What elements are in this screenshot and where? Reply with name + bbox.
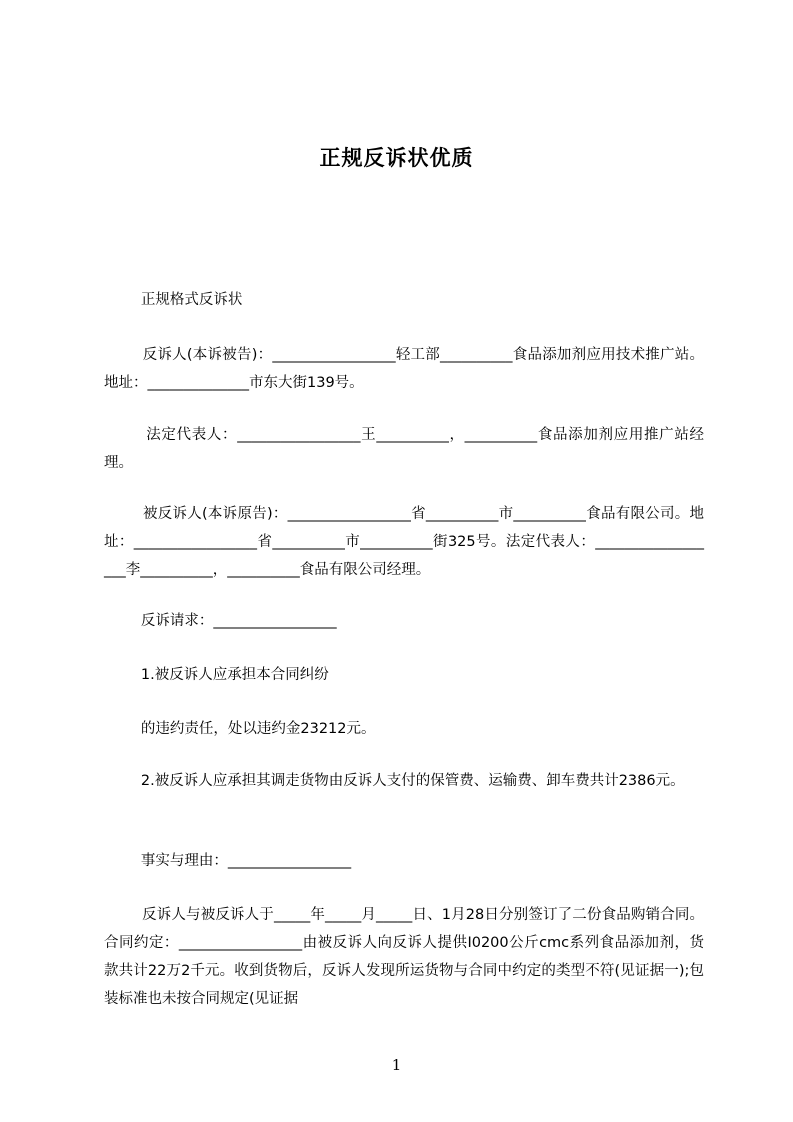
claim-item-2: 2.被反诉人应承担其调走货物由反诉人支付的保管费、运输费、卸车费共计2386元。 — [104, 773, 685, 789]
claim-item-1-continued: 的违约责任，处以违约金23212元。 — [104, 721, 376, 737]
claim-item-1: 1.被反诉人应承担本合同纠纷 — [104, 667, 329, 683]
respondent-paragraph: 被反诉人(本诉原告)：_________________省__________市__________食品有限公司。地址：_________________省__________市__________街325号。法定代表人：__________________李__________，__________食品有限公司经理。 — [104, 506, 705, 578]
page-number: 1 — [391, 1056, 402, 1074]
facts-paragraph: 反诉人与被反诉人于_____年_____月_____日、1月28日分别签订了二份食品购销合同。合同约定：_________________由被反诉人向反诉人提供I0200公斤cmc系列食品添加剂，货款共计22万2千元。收到货物后，反诉人发现所运货物与合同中约定的类型不符(见证据一);包装标准也未按合同规定(见证据 — [104, 907, 704, 1007]
section-heading: 正规格式反诉状 — [104, 292, 243, 308]
claims-heading: 反诉请求：_________________ — [104, 613, 337, 629]
facts-heading: 事实与理由：_________________ — [104, 853, 352, 869]
counterclaimant-paragraph: 反诉人(本诉被告)：_________________轻工部__________食品添加剂应用技术推广站。地址：______________市东大街139号。 — [104, 347, 705, 391]
document-title: 正规反诉状优质 — [319, 146, 474, 170]
legal-representative-paragraph: 法定代表人：_________________王__________，__________食品添加剂应用推广站经理。 — [104, 427, 704, 471]
